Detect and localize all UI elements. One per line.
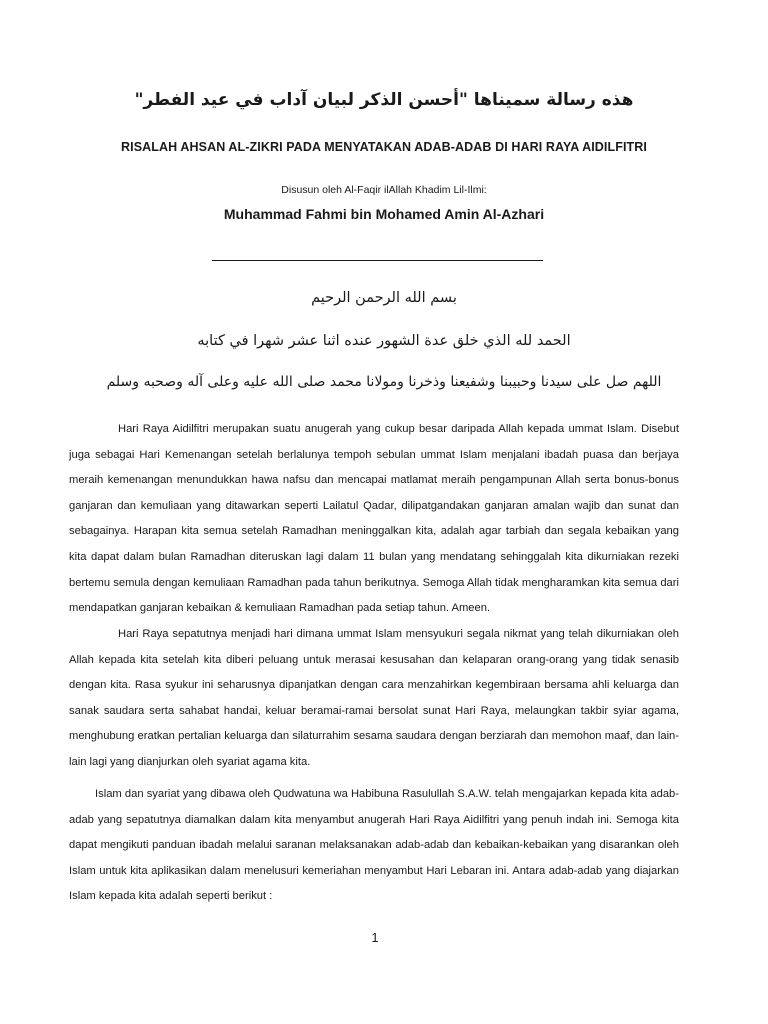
salawat: اللهم صل على سيدنا وحبيبنا وشفيعنا وذخرنا ومولانا محمد صلى الله عليه وعلى آله وصحبه وسلم (106, 374, 662, 390)
compiled-by-line: Disusun oleh Al-Faqir ilAllah Khadim Lil-Ilmi: (281, 184, 487, 196)
author-name: Muhammad Fahmi bin Mohamed Amin Al-Azhari (223, 206, 545, 222)
hamdalah: الحمد لله الذي خلق عدة الشهور عنده اثنا عشر شهرا في كتابه (197, 333, 571, 349)
page-number: 1 (371, 930, 379, 945)
basmala: بسم الله الرحمن الرحيم (311, 290, 457, 306)
body-paragraph-2: Hari Raya sepatutnya menjadi hari dimana ummat Islam mensyukuri segala nikmat yang telah dikurniakan oleh Allah kepada kita setelah kita diberi peluang untuk merasai kesusahan dan kelaparan orang-orang yang tidak senasib dengan kita. Rasa syukur ini seharusnya dipanjatkan dengan cara menzahirkan kegembiraan bersama ahli keluarga dan sanak saudara serta sahabat handai, keluar beramai-ramai bersolat sunat Hari Raya, melaungkan takbir syiar agama, menghubung eratkan pertalian keluarga dan silaturrahim sesama saudara dengan berziarah dan memohon maaf, dan lain-lain lagi yang dianjurkan oleh syariat agama kita. (69, 628, 679, 768)
body-paragraph-3: Islam dan syariat yang dibawa oleh Qudwatuna wa Habibuna Rasulullah S.A.W. telah mengajarkan kepada kita adab-adab yang sepatutnya diamalkan dalam kita menyambut anugerah Hari Raya Aidilfitri yang penuh indah ini. Semoga kita dapat mengikuti panduan ibadah melalui saranan melaksanakan adab-adab dan kebaikan-kebaikan yang disarankan oleh Islam untuk kita aplikasikan dalam menelusuri kemeriahan menyambut Hari Lebaran ini. Antara adab-adab yang diajarkan Islam kepada kita adalah seperti berikut : (69, 788, 679, 903)
arabic-title: هذه رسالة سميناها "أحسن الذكر لبيان آداب في عيد الفطر" (134, 90, 634, 110)
page-title: RISALAH AHSAN AL-ZIKRI PADA MENYATAKAN ADAB-ADAB DI HARI RAYA AIDILFITRI (121, 140, 647, 154)
body-paragraph-1: Hari Raya Aidilfitri merupakan suatu anugerah yang cukup besar daripada Allah kepada ummat Islam. Disebut juga sebagai Hari Kemenangan setelah berlalunya tempoh sebulan ummat Islam menjalani ibadah puasa dan berjaya meraih kemenangan menundukkan hawa nafsu dan mencapai matlamat meraih pengampunan Allah serta bonus-bonus ganjaran dan kemuliaan yang ditawarkan seperti Lailatul Qadar, dilipatgandakan ganjaran amalan wajib dan sunat dan sebagainya. Harapan kita semua setelah Ramadhan meninggalkan kita, adalah agar tarbiah dan segala kebaikan yang kita dapat dalam bulan Ramadhan diteruskan lagi dalam 11 bulan yang mendatang sehinggalah kita dikurniakan rezeki bertemu semula dengan kemuliaan Ramadhan pada tahun berikutnya. Semoga Allah tidak mengharamkan kita semua dari mendapatkan ganjaran kebaikan & kemuliaan Ramadhan pada setiap tahun. Ameen. (69, 423, 679, 615)
section-divider (212, 260, 543, 261)
